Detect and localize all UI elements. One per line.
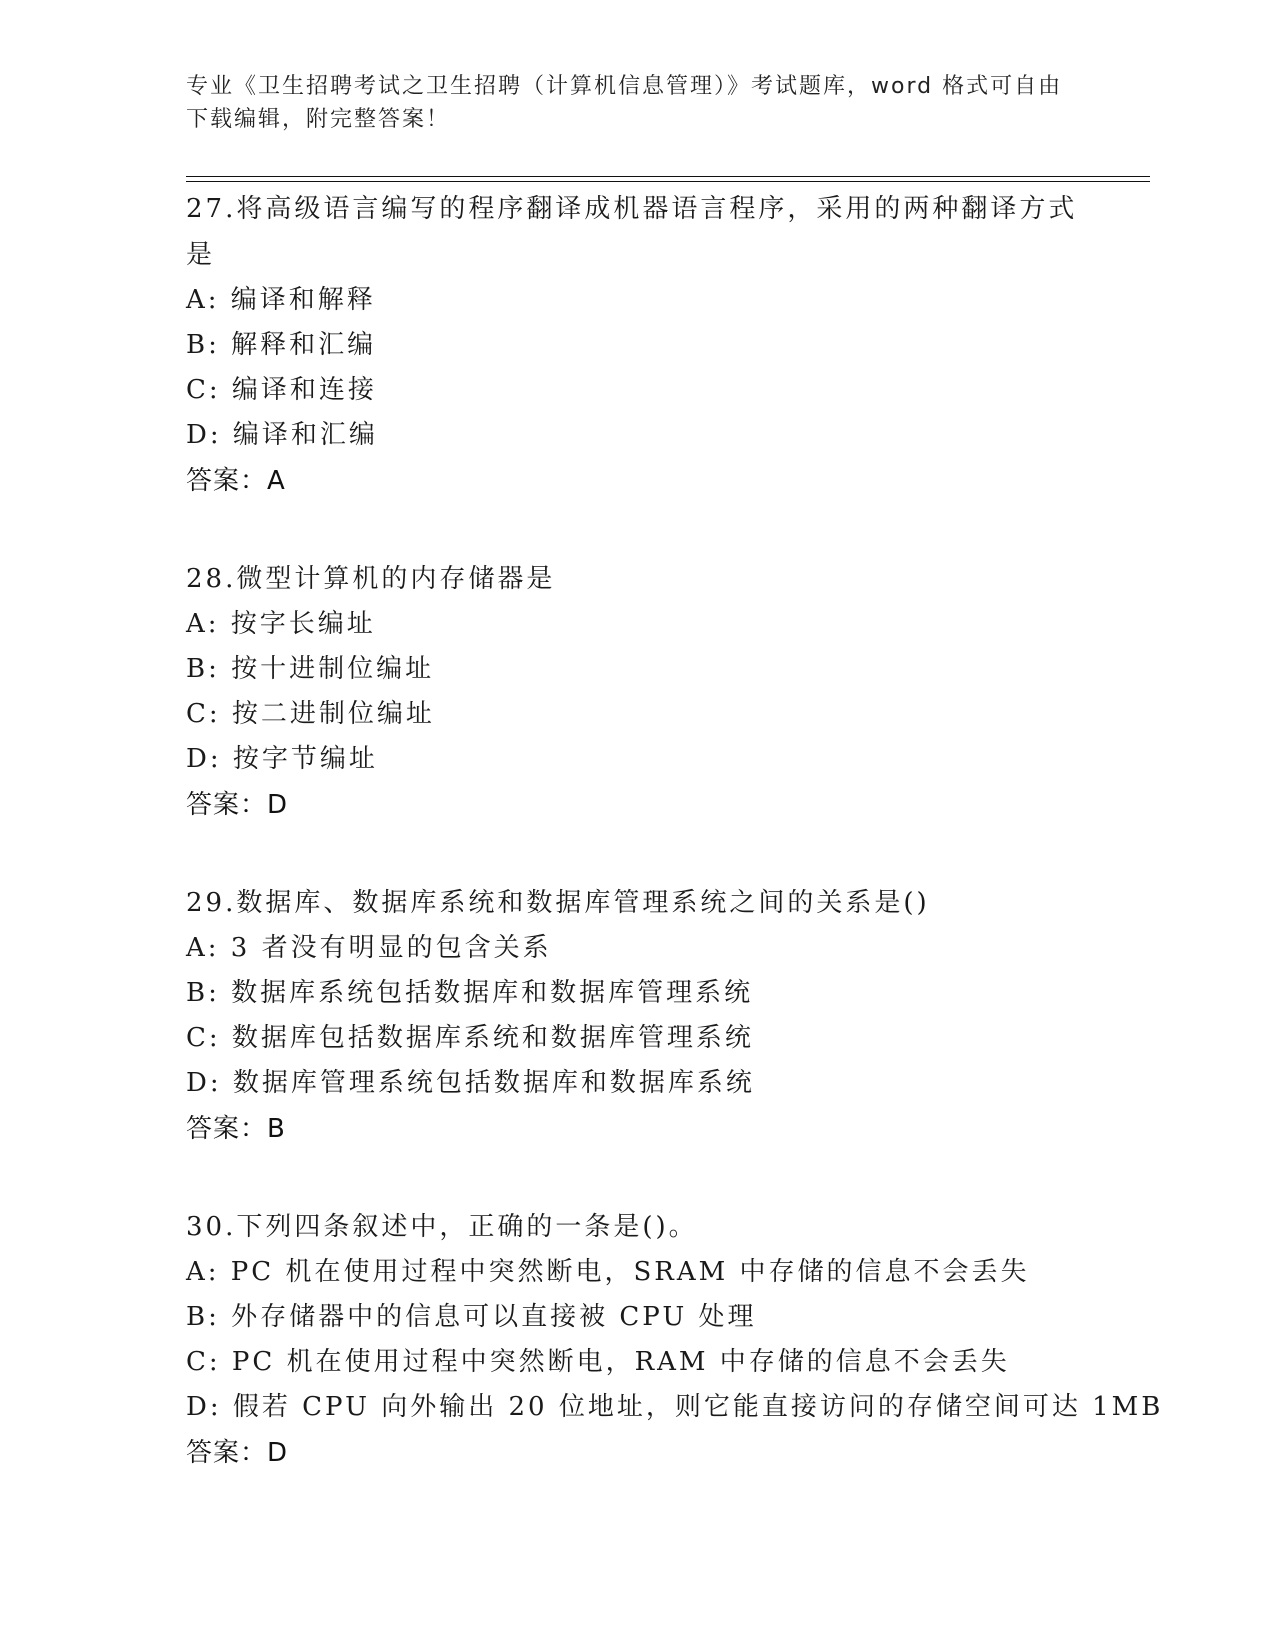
- option-b: B: 数据库系统包括数据库和数据库管理系统: [186, 978, 754, 1008]
- option-a: A: PC 机在使用过程中突然断电，SRAM 中存储的信息不会丢失: [186, 1257, 1030, 1287]
- answer: 答案：D: [186, 1438, 289, 1468]
- question-27: [186, 186, 1086, 504]
- question-stem: 30.下列四条叙述中，正确的一条是()。: [186, 1212, 698, 1242]
- option-d: D: 假若 CPU 向外输出 20 位地址，则它能直接访问的存储空间可达 1MB: [186, 1392, 1164, 1422]
- option-c: C: PC 机在使用过程中突然断电，RAM 中存储的信息不会丢失: [186, 1347, 1010, 1377]
- question-stem: 27.将高级语言编写的程序翻译成机器语言程序，采用的两种翻译方式是: [186, 194, 1078, 270]
- option-d: D: 编译和汇编: [186, 420, 378, 450]
- answer: 答案：A: [186, 466, 286, 496]
- option-a: A: 按字长编址: [186, 609, 376, 639]
- option-c: C: 数据库包括数据库系统和数据库管理系统: [186, 1023, 754, 1053]
- question-stem: 28.微型计算机的内存储器是: [186, 564, 556, 594]
- option-a: A: 编译和解释: [186, 285, 376, 315]
- document-header: 专业《卫生招聘考试之卫生招聘（计算机信息管理）》考试题库，word 格式可自由下载编辑，附完整答案！: [186, 74, 1063, 132]
- header-divider-bottom: [186, 181, 1150, 182]
- option-a: A: 3 者没有明显的包含关系: [186, 933, 552, 963]
- option-b: B: 按十进制位编址: [186, 654, 435, 684]
- option-b: B: 外存储器中的信息可以直接被 CPU 处理: [186, 1302, 757, 1332]
- option-d: D: 按字节编址: [186, 744, 378, 774]
- question-stem: 29.数据库、数据库系统和数据库管理系统之间的关系是(): [186, 888, 930, 918]
- question-29: [186, 880, 1086, 1152]
- answer: 答案：B: [186, 1114, 286, 1144]
- question-28: [186, 556, 1086, 828]
- option-c: C: 编译和连接: [186, 375, 377, 405]
- option-b: B: 解释和汇编: [186, 330, 377, 360]
- header-divider-top: [186, 176, 1150, 177]
- option-c: C: 按二进制位编址: [186, 699, 435, 729]
- answer: 答案：D: [186, 790, 289, 820]
- question-list: [186, 186, 1164, 1528]
- option-d: D: 数据库管理系统包括数据库和数据库系统: [186, 1068, 755, 1098]
- question-30: [186, 1204, 1164, 1476]
